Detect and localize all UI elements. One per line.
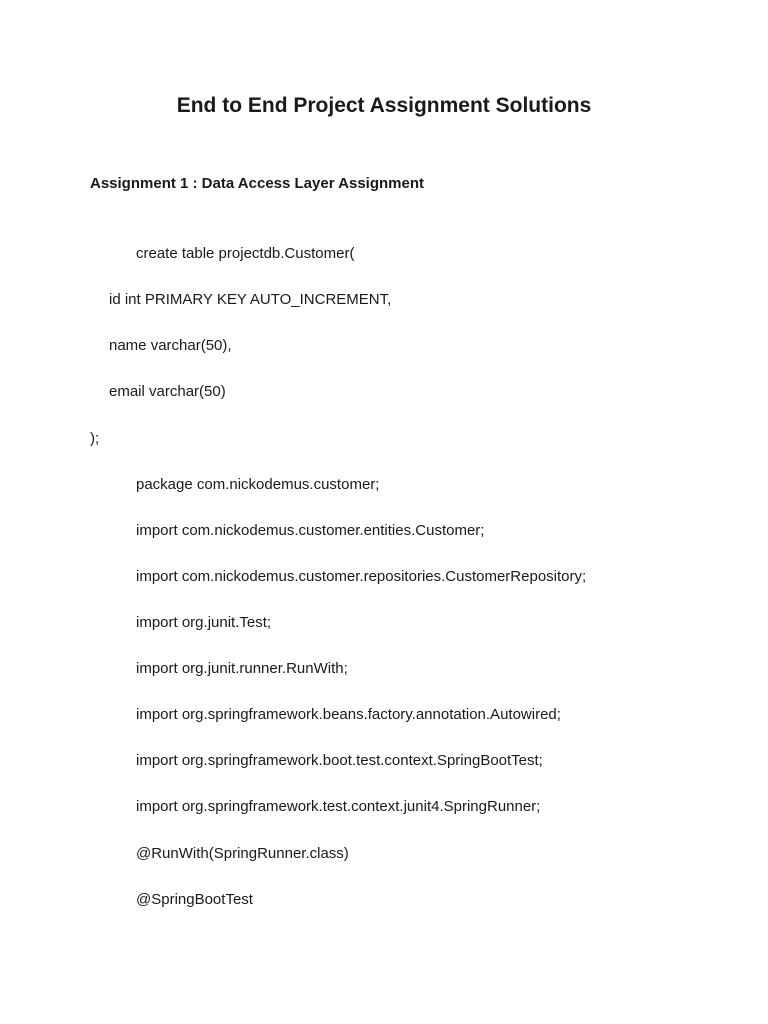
code-line: email varchar(50): [109, 383, 226, 400]
code-line: name varchar(50),: [109, 337, 232, 354]
code-line: @RunWith(SpringRunner.class): [136, 845, 349, 862]
code-line: import org.springframework.test.context.junit4.SpringRunner;: [136, 798, 541, 815]
code-line: package com.nickodemus.customer;: [136, 476, 380, 493]
document-title: End to End Project Assignment Solutions: [176, 94, 592, 117]
code-line: import org.springframework.beans.factory.annotation.Autowired;: [136, 706, 561, 723]
code-line: import org.junit.runner.RunWith;: [136, 660, 348, 677]
code-line: import org.springframework.boot.test.context.SpringBootTest;: [136, 752, 543, 769]
code-line: id int PRIMARY KEY AUTO_INCREMENT,: [109, 291, 392, 308]
section-heading: Assignment 1 : Data Access Layer Assignment: [90, 175, 425, 192]
code-line: import com.nickodemus.customer.entities.Customer;: [136, 522, 485, 539]
code-line: create table projectdb.Customer(: [136, 245, 355, 262]
code-line: import com.nickodemus.customer.repositories.CustomerRepository;: [136, 568, 587, 585]
code-line: import org.junit.Test;: [136, 614, 272, 631]
code-line: @SpringBootTest: [136, 891, 253, 908]
code-line: );: [90, 430, 100, 447]
